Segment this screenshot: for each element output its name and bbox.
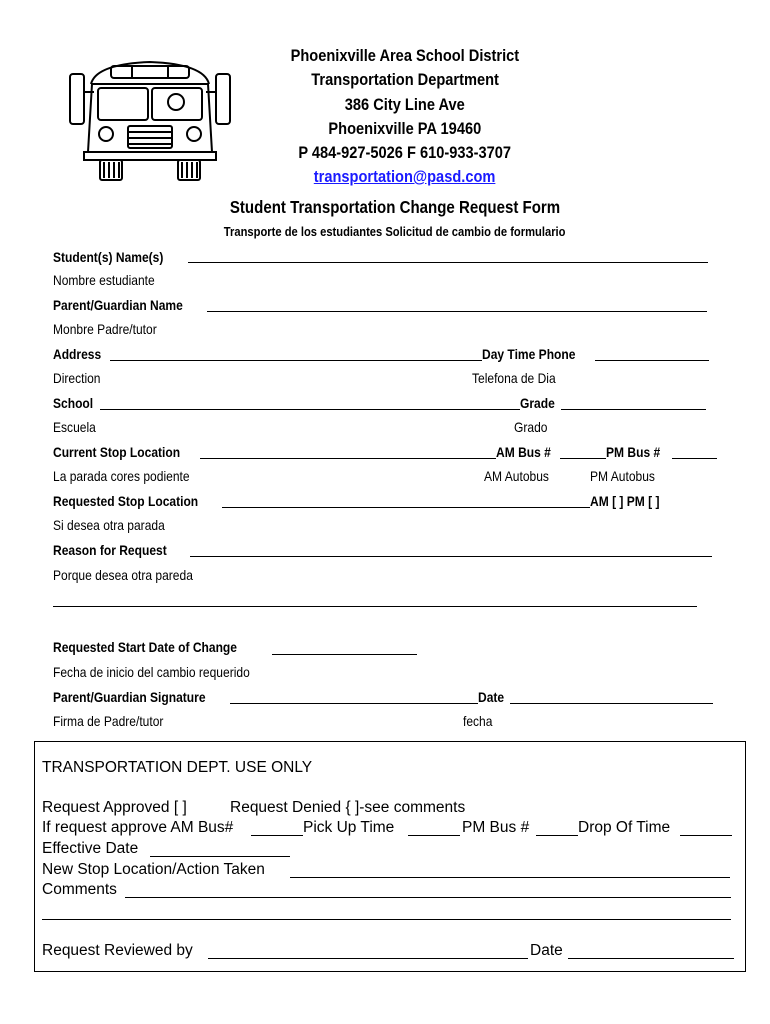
requested-stop-field[interactable] [222, 507, 590, 508]
grade-label: Grade [520, 395, 555, 411]
request-denied-checkbox[interactable]: Request Denied { ]-see comments [230, 799, 466, 816]
email-link[interactable]: transportation@pasd.com [314, 167, 496, 186]
dropoff-time-label: Drop Of Time [578, 819, 671, 836]
grade-label-es: Grado [514, 419, 548, 435]
address-label: Address [53, 346, 102, 362]
day-phone-field[interactable] [595, 360, 709, 361]
day-phone-label-es: Telefona de Dia [472, 370, 556, 386]
address-label-es: Direction [53, 370, 101, 386]
school-field[interactable] [100, 409, 520, 410]
pm-bus-field[interactable] [672, 458, 717, 459]
pm-bus-label-es: PM Autobus [590, 468, 655, 484]
pickup-time-field[interactable] [408, 835, 460, 836]
start-date-label-es: Fecha de inicio del cambio requerido [53, 664, 250, 680]
effective-date-label: Effective Date [42, 840, 139, 857]
department-name: Transportation Department [311, 70, 499, 89]
pm-bus-admin-label: PM Bus # [462, 819, 530, 836]
pickup-time-label: Pick Up Time [303, 819, 395, 836]
reason-field[interactable] [190, 556, 712, 557]
current-stop-label: Current Stop Location [53, 444, 181, 460]
am-bus-label: AM Bus # [496, 444, 551, 460]
grade-field[interactable] [561, 409, 706, 410]
admin-heading: TRANSPORTATION DEPT. USE ONLY [42, 759, 313, 776]
am-bus-admin-label: If request approve AM Bus# [42, 819, 234, 836]
current-stop-label-es: La parada cores podiente [53, 468, 190, 484]
student-name-label-es: Nombre estudiante [53, 272, 155, 288]
school-bus-logo [66, 52, 234, 182]
comments-field[interactable] [125, 897, 731, 898]
reviewed-by-field[interactable] [208, 958, 528, 959]
form-title: Student Transportation Change Request Form [229, 197, 561, 217]
signature-field[interactable] [230, 703, 478, 704]
effective-date-field[interactable] [150, 856, 290, 857]
signature-label: Parent/Guardian Signature [53, 689, 206, 705]
am-bus-label-es: AM Autobus [484, 468, 549, 484]
date-label-es: fecha [463, 713, 493, 729]
reviewed-date-field[interactable] [568, 958, 734, 959]
date-field[interactable] [510, 703, 713, 704]
requested-stop-label: Requested Stop Location [53, 493, 199, 509]
pm-bus-label: PM Bus # [606, 444, 661, 460]
am-bus-field[interactable] [560, 458, 606, 459]
reason-label: Reason for Request [53, 542, 167, 558]
start-date-field[interactable] [272, 654, 417, 655]
reviewed-date-label: Date [530, 942, 563, 959]
comments-label: Comments [42, 881, 117, 898]
street-address: 386 City Line Ave [345, 95, 465, 114]
school-label-es: Escuela [53, 419, 96, 435]
parent-name-field[interactable] [207, 311, 707, 312]
dropoff-time-field[interactable] [680, 835, 732, 836]
district-name: Phoenixville Area School District [290, 46, 520, 65]
school-label: School [53, 395, 94, 411]
student-name-label: Student(s) Name(s) [53, 249, 164, 265]
am-pm-checkbox[interactable]: AM [ ] PM [ ] [590, 493, 660, 509]
new-stop-field[interactable] [290, 877, 730, 878]
requested-stop-label-es: Si desea otra parada [53, 517, 165, 533]
address-field[interactable] [110, 360, 482, 361]
parent-name-label: Parent/Guardian Name [53, 297, 183, 313]
phone-fax: P 484-927-5026 F 610-933-3707 [298, 143, 512, 162]
pm-bus-admin-field[interactable] [536, 835, 578, 836]
reviewed-by-label: Request Reviewed by [42, 942, 193, 959]
city-address: Phoenixville PA 19460 [328, 119, 482, 138]
request-approved-checkbox[interactable]: Request Approved [ ] [42, 799, 187, 816]
reason-field-2[interactable] [53, 606, 697, 607]
date-label: Date [478, 689, 505, 705]
form-subtitle: Transporte de los estudiantes Solicitud de cambio de formulario [224, 224, 566, 239]
reason-label-es: Porque desea otra pareda [53, 567, 193, 583]
start-date-label: Requested Start Date of Change [53, 639, 237, 655]
new-stop-label: New Stop Location/Action Taken [42, 861, 265, 878]
comments-field-2[interactable] [42, 919, 731, 920]
signature-label-es: Firma de Padre/tutor [53, 713, 164, 729]
student-name-field[interactable] [188, 262, 708, 263]
current-stop-field[interactable] [200, 458, 496, 459]
day-phone-label: Day Time Phone [482, 346, 576, 362]
parent-name-label-es: Monbre Padre/tutor [53, 321, 157, 337]
am-bus-admin-field[interactable] [251, 835, 303, 836]
